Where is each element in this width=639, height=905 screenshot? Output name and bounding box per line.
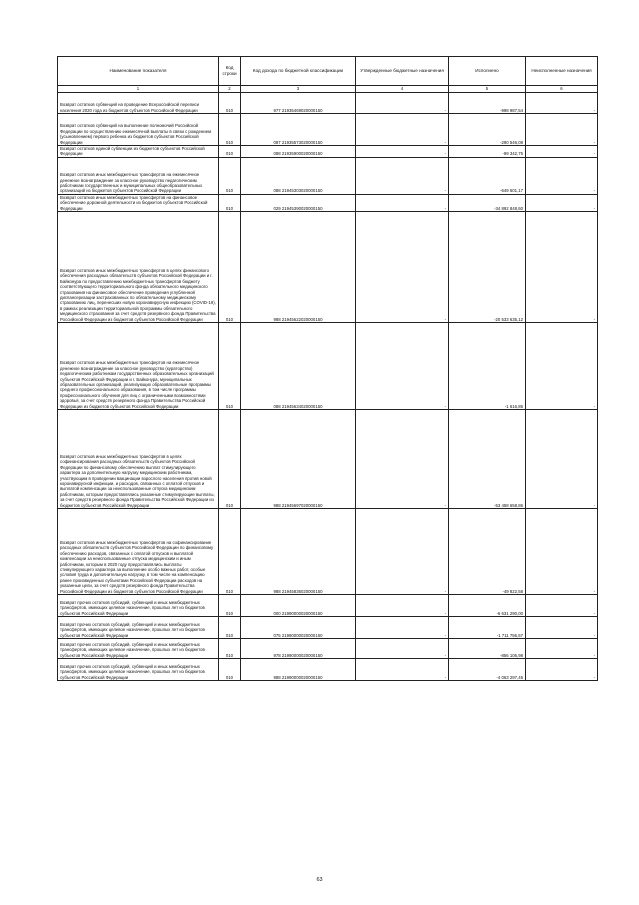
row-approved: - [356,617,449,639]
row-name: Возврат прочих остатков субсидий, субвенций и иных межбюджетных трансфертов, имеющих целевое назначение, прошлых лет из бюджетов субъектов Российской Федерации [58,659,219,681]
row-code: 010 [219,509,241,595]
row-code: 010 [219,410,241,509]
page-number: 63 [316,877,323,883]
row-name: Возврат остатков иных межбюджетных трансфертов на софинансирование расходных обязательств субъектов Российской Федерации по финансовому обеспечению расходов, связанных с оплатой отпусков и выплатой компенсации за неиспользованные отпуска медицинским и иным работникам, которым в 2020 году предоставлялись выплаты стимулирующего характера за выполнение особо важных работ, особые условия труда и дополнительную нагрузку, в том числе на компенсацию ранее произведенных субъектами Российской Федерации расходов на указанные цели, за счет средств резервного фонда Правительства Российской Федерации из бюджетов субъектов Российской Федерации [58,509,219,595]
row-executed: -1 616,85 [449,323,526,410]
row-name: Возврат прочих остатков субсидий, субвенций и иных межбюджетных трансфертов, имеющих целевое назначение, прошлых лет из бюджетов субъектов Российской Федерации [58,639,219,659]
row-name: Возврат остатков иных межбюджетных трансфертов на финансовое обеспечение дорожной деятельности из бюджетов субъектов Российской Федерации [58,194,219,211]
row-code: 010 [219,617,241,639]
row-name: Возврат остатков субвенций на выполнение полномочий Российской Федерации по осуществлению ежемесячной выплаты в связи с рождением (усыновлением) первого ребенка из бюджетов субъектов Российской Федерации [58,114,219,146]
row-code: 010 [219,323,241,410]
table-row [58,146,598,158]
row-code: 010 [219,595,241,617]
row-approved: - [356,157,449,194]
column-number: 1 [58,86,219,93]
row-classification: 988 21945836020000150 [241,509,356,595]
row-classification: 088 21935900020000150 [241,146,356,158]
row-approved: - [356,323,449,410]
row-code: 010 [219,146,241,158]
row-not-executed: - [526,323,598,410]
table-row [58,323,598,410]
header-not-executed: Неисполненные назначения [526,57,598,86]
row-name: Возврат остатков иных межбюджетных трансфертов в целях финансового обеспечения расходных обязательств субъектов Российской Федерации и г. Байконура по предоставлению межбюджетных трансфертов бюджету соответствующего территориального фонда обязательного медицинского страхования на финансовое обеспечение проведения углубленной диспансеризации застрахованных по обязательному медицинскому страхованию лиц, перенесших новую коронавирусную инфекцию (COVID-19), в рамках реализации территориальной программы обязательного медицинского страхования за счет средств резервного фонда Правительства Российской Федерации из бюджетов субъектов Российской Федерации [58,212,219,323]
row-approved: - [356,194,449,211]
table-row [58,595,598,617]
row-executed: -53 458 658,86 [449,410,526,509]
row-classification: 978 21990000020000150 [241,639,356,659]
row-not-executed: - [526,194,598,211]
row-approved: - [356,410,449,509]
row-executed: -649 601,17 [449,157,526,194]
table-row [58,157,598,194]
row-classification: 988 21945622020000150 [241,212,356,323]
row-approved: - [356,659,449,681]
row-classification: 029 21945390020000150 [241,194,356,211]
row-name: Возврат остатков иных межбюджетных трансфертов на ежемесячное денежное вознаграждение за классное руководство (кураторство) педагогическим работникам государственных образовательных организаций субъектов Российской Федерации и г. Байконура, муниципальных образовательных организаций, реализующих образовательные программы среднего профессионального образования, в том числе программы профессионального обучения для лиц с ограниченными возможностями здоровья, за счет средств резервного фонда Правительства Российской Федерации из бюджетов субъектов Российской Федерации [58,323,219,410]
row-not-executed: - [526,212,598,323]
row-code: 010 [219,212,241,323]
header-name: Наименование показателя [58,57,219,86]
table-body [58,93,598,681]
row-approved: - [356,595,449,617]
row-name: Возврат остатков иных межбюджетных трансфертов в целях софинансирования расходных обязательств субъектов Российской Федерации по финансовому обеспечению выплат стимулирующего характера за дополнительную нагрузку медицинским работникам, участвующим в проведении вакцинации взрослого населения против новой коронавирусной инфекции, и расходов, связанных с оплатой отпусков и выплатой компенсации за неиспользованные отпуска медицинским работникам, которым предоставлялись указанные стимулирующие выплаты, за счет средств резервного фонда Правительства Российской Федерации из бюджетов субъектов Российской Федерации [58,410,219,509]
row-not-executed: - [526,93,598,114]
table-row [58,639,598,659]
row-classification: 988 21945697020000150 [241,410,356,509]
row-executed: -34 892 848,60 [449,194,526,211]
row-name: Возврат остатков единой субвенции из бюджетов субъектов Российской Федерации [58,146,219,158]
row-code: 010 [219,114,241,146]
column-number-row [58,86,598,93]
row-classification: 988 21990000020000150 [241,659,356,681]
row-approved: - [356,146,449,158]
row-name: Возврат остатков субвенций на проведение Всероссийской переписи населения 2020 года из бюджетов субъектов Российской Федерации [58,93,219,114]
row-executed: -1 711 756,57 [449,617,526,639]
row-name: Возврат прочих остатков субсидий, субвенций и иных межбюджетных трансфертов, имеющих целевое назначение, прошлых лет из бюджетов субъектов Российской Федерации [58,617,219,639]
header-row [58,57,598,86]
row-not-executed: - [526,157,598,194]
column-number: 5 [449,86,526,93]
table-row [58,659,598,681]
row-executed: -99 342,75 [449,146,526,158]
table-row [58,617,598,639]
table-row [58,509,598,595]
row-not-executed: - [526,146,598,158]
row-classification: 075 21990000020000150 [241,617,356,639]
row-approved: - [356,93,449,114]
table-row [58,410,598,509]
row-classification: 087 21935573020000150 [241,114,356,146]
row-classification: 000 21990000020000150 [241,595,356,617]
row-executed: -998 987,54 [449,93,526,114]
row-executed: -20 533 635,12 [449,212,526,323]
row-executed: -4 063 297,45 [449,659,526,681]
table-row [58,93,598,114]
row-code: 010 [219,93,241,114]
row-classification: 088 21945303020000150 [241,157,356,194]
column-number: 2 [219,86,241,93]
header-approved: Утвержденные бюджетные назначения [356,57,449,86]
row-not-executed: - [526,509,598,595]
row-not-executed: - [526,410,598,509]
row-code: 010 [219,639,241,659]
table-row [58,194,598,211]
row-executed: -856 106,98 [449,639,526,659]
row-executed: -6 631 290,00 [449,595,526,617]
header-executed: Исполнено [449,57,526,86]
row-approved: - [356,509,449,595]
row-code: 010 [219,659,241,681]
table-row [58,114,598,146]
row-not-executed: - [526,617,598,639]
row-not-executed: - [526,114,598,146]
row-not-executed: - [526,595,598,617]
row-name: Возврат прочих остатков субсидий, субвенций и иных межбюджетных трансфертов, имеющих целевое назначение, прошлых лет из бюджетов субъектов Российской Федерации [58,595,219,617]
row-name: Возврат остатков иных межбюджетных трансфертов на ежемесячное денежное вознаграждение за классное руководство педагогическим работникам государственных и муниципальных общеобразовательных организаций из бюджетов субъектов Российской Федерации [58,157,219,194]
row-not-executed: - [526,639,598,659]
table-row [58,212,598,323]
row-executed: -49 822,58 [449,509,526,595]
budget-report-table [57,56,598,681]
row-approved: - [356,212,449,323]
column-number: 3 [241,86,356,93]
row-not-executed: - [526,659,598,681]
row-classification: 977 21935469020000150 [241,93,356,114]
row-classification: 088 21945634020000150 [241,323,356,410]
column-number: 6 [526,86,598,93]
row-executed: -290 546,08 [449,114,526,146]
header-code: Код строки [219,57,241,86]
column-number: 4 [356,86,449,93]
header-classification: Код дохода по бюджетной классификации [241,57,356,86]
row-code: 010 [219,194,241,211]
row-approved: - [356,114,449,146]
row-approved: - [356,639,449,659]
row-code: 010 [219,157,241,194]
